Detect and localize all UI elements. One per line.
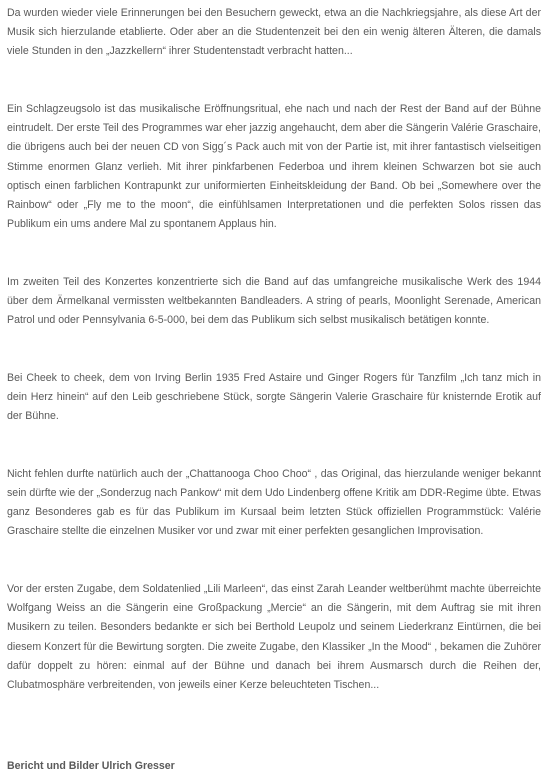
- paragraph-encores: Vor der ersten Zugabe, dem Soldatenlied „Lili Marleen“, das einst Zarah Leander weltberühmt machte überreichte Wolfgang Weiss an die Sängerin eine Großpackung „Mercie“ an die Sängerin, mit dem Auftrag sie mit ihren Musikern zu teilen. Besonders bedankte er sich bei Berthold Leupolz und seinem Liederkranz Eintürnen, die bei diesem Konzert für die Bewirtung sorgten. Die zweite Zugabe, den Klassiker „In the Mood“ , bekamen die Zuhörer dafür doppelt zu hören: einmal auf der Bühne und danach bei ihrem Ausmarsch durch die Reihen der, Clubatmosphäre verbreitenden, von jeweils einer Kerze beleuchteten Tischen...: [7, 583, 541, 692]
- paragraph-drum-solo: Ein Schlagzeugsolo ist das musikalische Eröffnungsritual, ehe nach und nach der Rest der Band auf der Bühne eintrudelt. Der erste Teil des Programmes war eher jazzig angehaucht, dem aber die Sängerin Valérie Graschaire, die übrigens auch bei der neuen CD von Sigg´s Pack auch mit von der Partie ist, mit ihrer fantastisch vielseitigen Stimme enormen Glanz verlieh. Mit ihrer pinkfarbenen Federboa und ihrem kleinen Schwarzen bot sie auch optisch einen farblichen Kontrapunkt zur uniformierten Einheitskleidung der Band. Ob bei „Somewhere over the Rainbow“ oder „Fly me to the moon“, die einfühlsamen Interpretationen und die perfekten Solos rissen das Publikum ein ums andere Mal zu spontanem Applaus hin.: [7, 103, 541, 231]
- paragraph-second-part: Im zweiten Teil des Konzertes konzentrierte sich die Band auf das umfangreiche musikalische Werk des 1944 über dem Ärmelkanal vermissten weltbekannten Bandleaders. A string of pearls, Moonlight Serenade, American Patrol und oder Pennsylvania 6-5-000, bei dem das Publikum sich selbst musikalisch betätigen konnte.: [7, 275, 541, 327]
- article-body: [7, 4, 541, 695]
- paragraph-memories: Da wurden wieder viele Erinnerungen bei den Besuchern geweckt, etwa an die Nachkriegsjahre, als diese Art der Musik sich hierzulande etablierte. Oder aber an die Studentenzeit bei den ein wenig älteren Älteren, die damals viele Stunden in den „Jazzkellern“ ihrer Studentenstadt verbracht hatten...: [7, 7, 541, 58]
- article-byline: Bericht und Bilder Ulrich Gresser: [7, 760, 175, 772]
- paragraph-chattanooga: Nicht fehlen durfte natürlich auch der „Chattanooga Choo Choo“ , das Original, das hierzulande weniger bekannt sein dürfte wie der „Sonderzug nach Pankow“ mit dem Udo Lindenberg offene Kritik am DDR-Regime übte. Etwas ganz Besonderes gab es für das Publikum im Kursaal beim letzten Stück offiziellen Programmstück: Valérie Graschaire stellte die einzelnen Musiker vor und zwar mit einer perfekten gesanglichen Improvisation.: [7, 467, 541, 538]
- paragraph-cheek-to-cheek: Bei Cheek to cheek, dem von Irving Berlin 1935 Fred Astaire und Ginger Rogers für Tanzfilm „Ich tanz mich in dein Herz hinein“ auf den Leib geschriebene Stück, sorgte Sängerin Valerie Graschaire für knisternde Erotik auf der Bühne.: [7, 371, 541, 423]
